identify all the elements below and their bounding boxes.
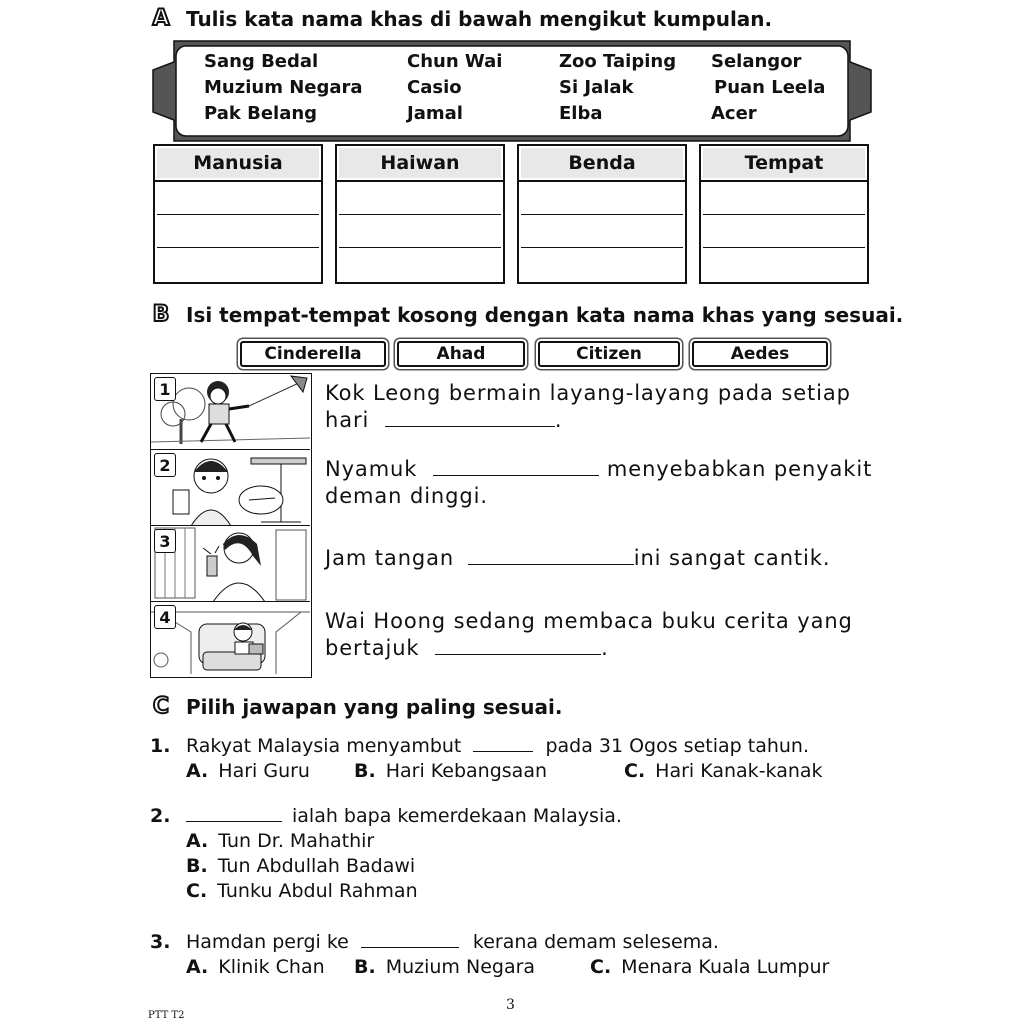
option-text: Tun Abdullah Badawi — [217, 855, 416, 877]
option-b[interactable] — [150, 854, 622, 879]
answer-blank[interactable] — [468, 546, 634, 565]
option-text: Klinik Chan — [218, 956, 325, 978]
question-c2 — [150, 804, 622, 904]
question-text: Kok Leong bermain layang-layang pada setiap — [325, 381, 851, 405]
option-b[interactable] — [354, 955, 590, 980]
section-b-heading — [150, 302, 903, 327]
footer-code: PTT T2 — [148, 1010, 185, 1021]
question-number: 2. — [150, 805, 171, 827]
panel-number: 2 — [154, 453, 176, 477]
question-b2 — [325, 456, 875, 510]
category-header: Tempat — [701, 146, 867, 182]
question-text: deman dinggi. — [325, 484, 488, 508]
question-c3 — [150, 930, 829, 980]
illustration-strip — [150, 373, 312, 678]
question-c1 — [150, 734, 823, 784]
answer-blank[interactable] — [473, 737, 533, 752]
question-text: Wai Hoong sedang membaca buku cerita yang — [325, 609, 853, 633]
question-number: 1. — [150, 735, 171, 757]
word-item: Elba — [559, 103, 603, 124]
option-c[interactable] — [590, 955, 829, 980]
option-c[interactable] — [624, 759, 823, 784]
option-text: Tunku Abdul Rahman — [217, 880, 418, 902]
answer-cell[interactable] — [157, 248, 319, 281]
option-text: Menara Kuala Lumpur — [621, 956, 830, 978]
word-item: Muzium Negara — [204, 77, 363, 98]
question-text: . — [601, 636, 609, 660]
answer-cell[interactable] — [339, 215, 501, 248]
word-item: Sang Bedal — [204, 51, 319, 72]
page-number: 3 — [506, 997, 515, 1013]
category-header: Haiwan — [337, 146, 503, 182]
word-item: Casio — [407, 77, 462, 98]
answer-cell[interactable] — [157, 182, 319, 215]
option-a[interactable] — [186, 955, 354, 980]
word-item: Si Jalak — [559, 77, 634, 98]
word-item: Acer — [711, 103, 757, 124]
section-a-letter: A — [152, 6, 170, 31]
question-text: bertajuk — [325, 636, 420, 660]
question-text: kerana demam selesema. — [472, 931, 719, 953]
choice-chip: Aedes — [692, 341, 828, 367]
option-text: Muzium Negara — [385, 956, 536, 978]
panel-number: 3 — [154, 529, 176, 553]
choice-chip: Ahad — [397, 341, 525, 367]
option-letter: B. — [354, 956, 376, 978]
question-text: . — [554, 408, 563, 432]
section-a-title: Tulis kata nama khas di bawah mengikut kumpulan. — [186, 6, 773, 31]
answer-cell[interactable] — [521, 215, 683, 248]
question-b3 — [325, 545, 875, 572]
section-c-title: Pilih jawapan yang paling sesuai. — [186, 694, 563, 719]
answer-cell[interactable] — [339, 182, 501, 215]
option-a[interactable] — [150, 829, 622, 854]
option-letter: C. — [186, 880, 208, 902]
illustration-panel-4 — [151, 602, 310, 677]
answer-cell[interactable] — [703, 248, 865, 281]
word-bank-list — [204, 50, 834, 125]
option-text: Hari Kebangsaan — [385, 760, 547, 782]
section-b-letter: B — [152, 302, 170, 327]
option-text: Hari Kanak-kanak — [655, 760, 823, 782]
option-letter: A. — [186, 956, 209, 978]
word-item: Zoo Taiping — [559, 51, 677, 72]
section-c-letter: C — [152, 694, 170, 719]
section-a-heading — [150, 6, 772, 31]
option-letter: C. — [624, 760, 646, 782]
panel-number: 1 — [154, 377, 176, 401]
word-item: Puan Leela — [714, 77, 826, 98]
question-text: ialah bapa kemerdekaan Malaysia. — [292, 805, 622, 827]
answer-blank[interactable] — [435, 636, 601, 655]
option-text: Hari Guru — [218, 760, 310, 782]
question-number: 3. — [150, 931, 171, 953]
section-b-title: Isi tempat-tempat kosong dengan kata nama khas yang sesuai. — [186, 302, 904, 327]
option-letter: B. — [354, 760, 376, 782]
word-item: Selangor — [711, 51, 802, 72]
word-item: Chun Wai — [407, 51, 503, 72]
category-table-tempat — [699, 144, 869, 284]
illustration-panel-1 — [151, 374, 310, 450]
illustration-panel-3 — [151, 526, 310, 602]
question-text: Rakyat Malaysia menyambut — [186, 735, 462, 757]
option-letter: A. — [186, 760, 209, 782]
answer-cell[interactable] — [521, 182, 683, 215]
answer-cell[interactable] — [521, 248, 683, 281]
category-table-benda — [517, 144, 687, 284]
question-b1 — [325, 380, 875, 434]
answer-blank[interactable] — [433, 457, 599, 476]
question-text: ini sangat cantik. — [633, 546, 831, 570]
answer-cell[interactable] — [703, 182, 865, 215]
question-b4 — [325, 608, 875, 662]
answer-cell[interactable] — [703, 215, 865, 248]
option-letter: C. — [590, 956, 612, 978]
answer-cell[interactable] — [157, 215, 319, 248]
option-letter: A. — [186, 830, 209, 852]
option-a[interactable] — [186, 759, 354, 784]
question-text: hari — [325, 408, 370, 432]
question-text: Nyamuk — [325, 457, 418, 481]
category-header: Benda — [519, 146, 685, 182]
question-text: pada 31 Ogos setiap tahun. — [545, 735, 809, 757]
word-item: Pak Belang — [204, 103, 318, 124]
answer-blank[interactable] — [385, 408, 555, 427]
answer-blank[interactable] — [186, 807, 282, 822]
question-text: menyebabkan penyakit — [606, 457, 873, 481]
option-letter: B. — [186, 855, 208, 877]
question-text: Hamdan pergi ke — [186, 931, 349, 953]
panel-number: 4 — [154, 605, 176, 629]
option-c[interactable] — [150, 879, 622, 904]
category-table-haiwan — [335, 144, 505, 284]
answer-blank[interactable] — [361, 933, 459, 948]
option-b[interactable] — [354, 759, 624, 784]
choice-chip: Cinderella — [240, 341, 386, 367]
choice-chip: Citizen — [538, 341, 680, 367]
option-text: Tun Dr. Mahathir — [218, 830, 375, 852]
section-c-heading — [150, 694, 562, 719]
word-item: Jamal — [407, 103, 463, 124]
category-table-manusia — [153, 144, 323, 284]
category-header: Manusia — [155, 146, 321, 182]
question-text: Jam tangan — [325, 546, 455, 570]
word-bank-a — [152, 40, 872, 142]
answer-cell[interactable] — [339, 248, 501, 281]
illustration-panel-2 — [151, 450, 310, 526]
